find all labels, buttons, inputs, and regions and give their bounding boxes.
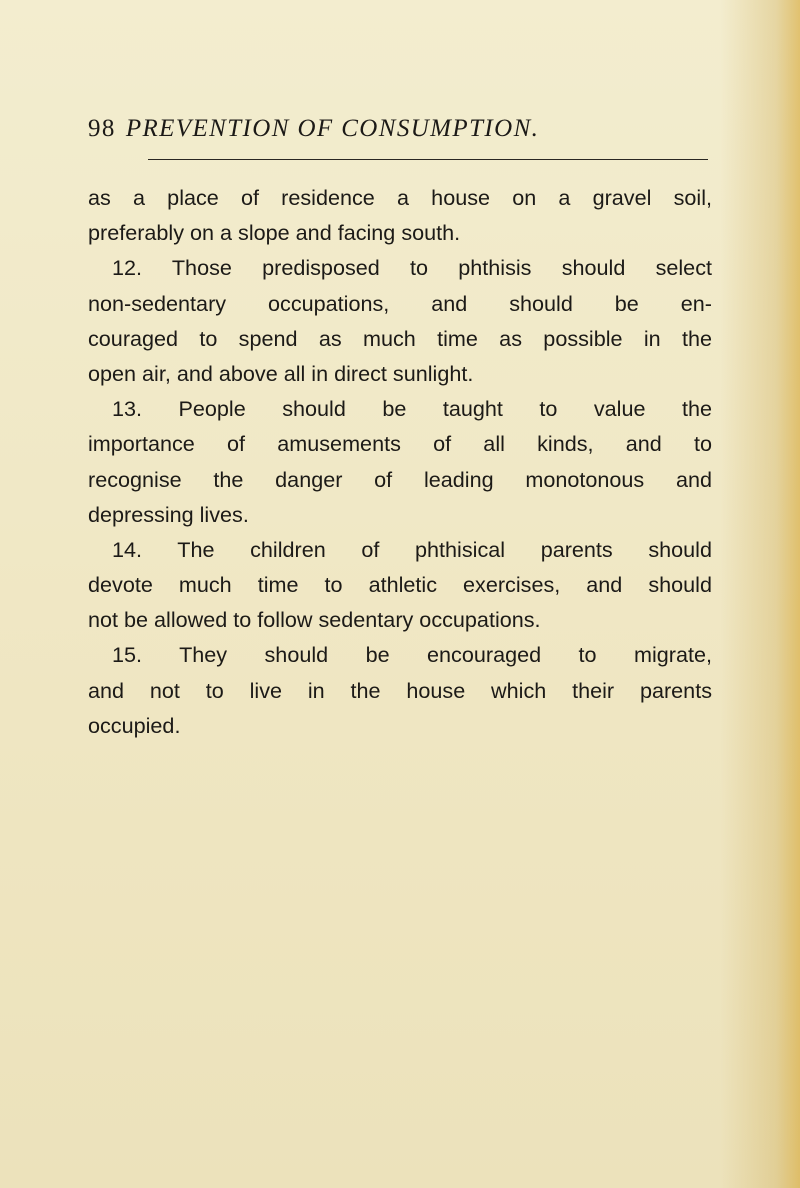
text-line: 14. The children of phthisical parents should [112,536,712,562]
text-line: as a place of residence a house on a gravel soil, [88,185,712,210]
text-line: 15. They should be encouraged to migrate, [112,642,712,668]
text-line: 13. People should be taught to value the [112,396,712,422]
text-line: and not to live in the house which their parents [88,677,712,703]
running-head [88,108,718,150]
text-line: couraged to spend as much time as possible in the [88,325,712,351]
text-line: 12. Those predisposed to phthisis should select [112,255,712,281]
text-line: importance of amusements of all kinds, and to [88,431,712,457]
page-number: 98 [88,115,116,142]
text-line: recognise the danger of leading monotonous and [88,466,712,492]
text-line: depressing lives. [88,501,249,527]
text-line: devote much time to athletic exercises, and should [88,572,712,598]
page-title: PREVENTION OF CONSUMPTION. [125,115,540,142]
text-line: preferably on a slope and facing south. [88,220,461,246]
text-line: non-sedentary occupations, and should be en- [88,290,712,316]
text-line: not be allowed to follow sedentary occupations. [88,607,541,633]
text-line: occupied. [88,712,181,738]
body-text [88,180,712,743]
header-rule [148,159,708,160]
text-line: open air, and above all in direct sunlight. [88,360,474,386]
